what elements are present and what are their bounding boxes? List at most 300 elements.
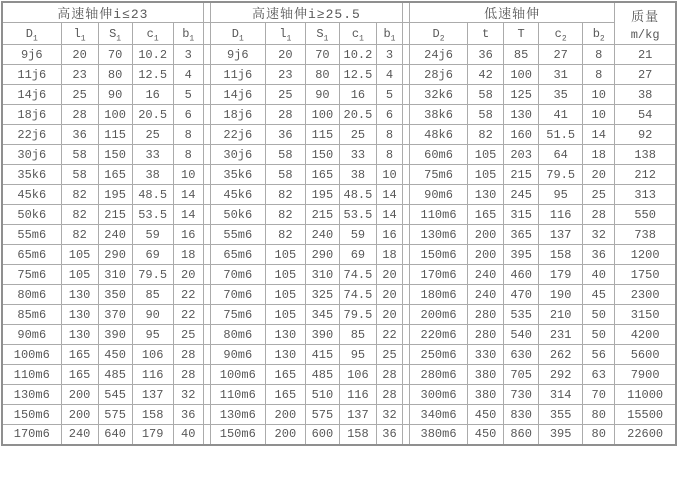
table-row [2,365,676,385]
table-cell: 340m6 [410,405,468,425]
table-cell: 200m6 [410,305,468,325]
table-cell: 90m6 [410,185,468,205]
table-cell: 313 [615,185,676,205]
table-cell: 8 [173,145,203,165]
table-cell: 730 [504,385,539,405]
table-cell: 330 [468,345,504,365]
table-cell: 20 [61,45,98,65]
table-cell: 14 [173,205,203,225]
table-cell: 36 [468,45,504,65]
table-cell: 48.5 [339,185,376,205]
table-row [2,225,676,245]
table-cell: 355 [539,405,583,425]
column-header-S1: $S_1$ [98,23,132,45]
table-cell: 32 [173,385,203,405]
table-cell: 210 [539,305,583,325]
table-cell: 38k6 [410,105,468,125]
table-cell: 415 [305,345,339,365]
table-cell: 600 [305,425,339,445]
table-cell: 70m6 [210,285,265,305]
table-row [2,345,676,365]
table-cell: 165 [468,205,504,225]
group-separator [403,345,410,365]
table-cell: 10.2 [132,45,173,65]
table-cell: 50k6 [2,205,61,225]
table-cell: 150 [98,145,132,165]
table-cell: 55m6 [2,225,61,245]
table-cell: 42 [468,65,504,85]
table-cell: 395 [504,245,539,265]
table-cell: 200 [468,225,504,245]
column-header-t: t [468,23,504,45]
group-separator [403,23,410,45]
table-cell: 58 [468,85,504,105]
table-cell: 200 [61,385,98,405]
table-cell: 40 [583,265,615,285]
table-cell: 200 [265,425,305,445]
column-header-b2: $b_2$ [583,23,615,45]
table-cell: 1750 [615,265,676,285]
mass-header-unit: m/kg [630,27,660,42]
table-cell: 70m6 [210,265,265,285]
table-cell: 18j6 [2,105,61,125]
table-header [2,2,676,45]
table-row [2,305,676,325]
group-separator [203,365,210,385]
table-cell: 280 [468,305,504,325]
table-cell: 390 [305,325,339,345]
table-cell: 20.5 [132,105,173,125]
table-cell: 25 [61,85,98,105]
table-cell: 41 [539,105,583,125]
table-cell: 315 [504,205,539,225]
table-cell: 130 [61,305,98,325]
mass-header [615,2,676,45]
table-cell: 11j6 [210,65,265,85]
table-cell: 575 [98,405,132,425]
table-cell: 10 [583,105,615,125]
table-cell: 215 [98,205,132,225]
table-cell: 22 [376,325,402,345]
table-cell: 28j6 [410,65,468,85]
group-separator [403,45,410,65]
table-cell: 105 [468,165,504,185]
column-header-l1: $l_1$ [61,23,98,45]
table-row [2,45,676,65]
table-cell: 170m6 [2,425,61,445]
table-cell: 262 [539,345,583,365]
table-cell: 65m6 [2,245,61,265]
group-separator [403,205,410,225]
table-cell: 90 [305,85,339,105]
table-cell: 105 [61,245,98,265]
table-cell: 8 [376,145,402,165]
table-cell: 165 [61,365,98,385]
table-cell: 200 [468,245,504,265]
table-cell: 35k6 [210,165,265,185]
table-cell: 240 [468,285,504,305]
table-cell: 137 [539,225,583,245]
table-cell: 158 [132,405,173,425]
table-cell: 59 [132,225,173,245]
table-cell: 110m6 [2,365,61,385]
table-cell: 16 [173,225,203,245]
table-cell: 195 [98,185,132,205]
table-cell: 370 [98,305,132,325]
table-cell: 470 [504,285,539,305]
table-cell: 115 [305,125,339,145]
table-cell: 860 [504,425,539,445]
table-cell: 365 [504,225,539,245]
table-cell: 18 [173,245,203,265]
table-cell: 100 [305,105,339,125]
group-separator [203,125,210,145]
table-cell: 150m6 [2,405,61,425]
group-separator [203,85,210,105]
table-cell: 130 [265,325,305,345]
table-cell: 48k6 [410,125,468,145]
table-cell: 705 [504,365,539,385]
group-separator [203,385,210,405]
table-cell: 105 [265,285,305,305]
table-cell: 16 [376,225,402,245]
table-cell: 58 [468,105,504,125]
table-cell: 179 [539,265,583,285]
table-cell: 1200 [615,245,676,265]
table-cell: 28 [173,345,203,365]
table-cell: 9j6 [210,45,265,65]
table-cell: 325 [305,285,339,305]
table-row [2,385,676,405]
table-cell: 58 [61,145,98,165]
table-cell: 150 [305,145,339,165]
group-separator [203,305,210,325]
group-separator [203,65,210,85]
table-cell: 28 [173,365,203,385]
table-cell: 60m6 [410,145,468,165]
table-cell: 58 [265,145,305,165]
table-cell: 36 [173,405,203,425]
table-cell: 20 [376,285,402,305]
table-cell: 10 [376,165,402,185]
group-separator [403,85,410,105]
table-cell: 33 [132,145,173,165]
table-cell: 48.5 [132,185,173,205]
table-cell: 63 [583,365,615,385]
table-cell: 158 [539,245,583,265]
table-cell: 130 [61,285,98,305]
table-cell: 738 [615,225,676,245]
table-cell: 55m6 [210,225,265,245]
table-row [2,325,676,345]
table-cell: 30j6 [210,145,265,165]
group-separator [203,165,210,185]
table-cell: 20 [173,265,203,285]
table-cell: 8 [583,45,615,65]
table-cell: 6 [376,105,402,125]
table-cell: 5 [173,85,203,105]
table-cell: 21 [615,45,676,65]
table-cell: 82 [265,205,305,225]
table-cell: 310 [98,265,132,285]
group-separator [203,425,210,445]
group-separator [403,185,410,205]
table-cell: 116 [132,365,173,385]
table-cell: 138 [615,145,676,165]
group-separator [203,405,210,425]
group-separator [403,65,410,85]
table-cell: 28 [376,385,402,405]
table-cell: 75m6 [410,165,468,185]
table-cell: 150m6 [410,245,468,265]
group-separator [403,325,410,345]
table-cell: 3 [376,45,402,65]
table-cell: 20 [265,45,305,65]
table-cell: 95 [339,345,376,365]
table-cell: 32 [583,225,615,245]
table-cell: 110m6 [410,205,468,225]
table-cell: 45k6 [210,185,265,205]
table-cell: 82 [61,185,98,205]
table-row [2,145,676,165]
table-cell: 95 [132,325,173,345]
table-cell: 79.5 [339,305,376,325]
table-cell: 240 [305,225,339,245]
table-cell: 31 [539,65,583,85]
table-cell: 53.5 [132,205,173,225]
table-cell: 70 [98,45,132,65]
table-cell: 5 [376,85,402,105]
table-cell: 550 [615,205,676,225]
group-separator [403,385,410,405]
table-cell: 59 [339,225,376,245]
table-cell: 250m6 [410,345,468,365]
table-cell: 510 [305,385,339,405]
column-header-D1: $D_1$ [210,23,265,45]
table-cell: 36 [583,245,615,265]
table-cell: 220m6 [410,325,468,345]
table-cell: 450 [98,345,132,365]
group-separator [403,105,410,125]
table-cell: 14 [173,185,203,205]
table-cell: 245 [504,185,539,205]
table-cell: 22j6 [2,125,61,145]
table-cell: 137 [339,405,376,425]
table-cell: 58 [61,165,98,185]
table-cell: 165 [265,365,305,385]
group-separator [403,125,410,145]
column-header-S1: $S_1$ [305,23,339,45]
table-cell: 22 [173,305,203,325]
group-separator [203,285,210,305]
table-cell: 35 [539,85,583,105]
table-cell: 25 [376,345,402,365]
table-cell: 16 [339,85,376,105]
table-cell: 23 [61,65,98,85]
table-cell: 75m6 [2,265,61,285]
table-cell: 64 [539,145,583,165]
table-cell: 280 [468,325,504,345]
table-cell: 100m6 [210,365,265,385]
table-cell: 28 [265,105,305,125]
table-cell: 8 [173,125,203,145]
table-cell: 36 [61,125,98,145]
table-cell: 85 [504,45,539,65]
table-cell: 8 [583,65,615,85]
table-cell: 380 [468,365,504,385]
table-cell: 830 [504,405,539,425]
group-separator [403,305,410,325]
table-cell: 92 [615,125,676,145]
table-cell: 290 [305,245,339,265]
table-cell: 240 [98,225,132,245]
group-separator [203,45,210,65]
table-cell: 485 [305,365,339,385]
table-cell: 45 [583,285,615,305]
table-cell: 18j6 [210,105,265,125]
table-row [2,85,676,105]
table-row [2,105,676,125]
table-cell: 450 [468,425,504,445]
table-cell: 56 [583,345,615,365]
table-cell: 10 [173,165,203,185]
table-cell: 14j6 [210,85,265,105]
table-cell: 90m6 [210,345,265,365]
table-cell: 395 [539,425,583,445]
column-header-D1: $D_1$ [2,23,61,45]
group-header-low-speed: 低速轴伸 [410,2,615,23]
group-separator [203,345,210,365]
table-cell: 32k6 [410,85,468,105]
table-cell: 212 [615,165,676,185]
table-cell: 350 [98,285,132,305]
table-cell: 240 [61,425,98,445]
group-separator [403,2,410,23]
table-cell: 14 [376,205,402,225]
table-cell: 130m6 [210,405,265,425]
table-cell: 40 [173,425,203,445]
table-cell: 20.5 [339,105,376,125]
table-cell: 28 [61,105,98,125]
table-cell: 165 [265,385,305,405]
table-cell: 36 [265,125,305,145]
column-header-c1: $c_1$ [339,23,376,45]
group-separator [403,265,410,285]
table-cell: 345 [305,305,339,325]
table-cell: 300m6 [410,385,468,405]
group-header-high-speed-i-le-23: 高速轴伸i≤23 [2,2,203,23]
table-cell: 116 [339,385,376,405]
table-cell: 65m6 [210,245,265,265]
group-separator [403,145,410,165]
table-cell: 6 [173,105,203,125]
table-cell: 18 [583,145,615,165]
table-cell: 179 [132,425,173,445]
table-cell: 80 [98,65,132,85]
table-cell: 3150 [615,305,676,325]
table-cell: 640 [98,425,132,445]
table-cell: 116 [539,205,583,225]
table-cell: 165 [61,345,98,365]
table-cell: 130m6 [2,385,61,405]
group-header-high-speed-i-ge-25-5: 高速轴伸i≥25.5 [210,2,402,23]
group-separator [403,165,410,185]
table-cell: 27 [539,45,583,65]
table-cell: 38 [615,85,676,105]
table-cell: 10 [583,85,615,105]
table-cell: 74.5 [339,265,376,285]
table-cell: 240 [468,265,504,285]
table-cell: 85 [339,325,376,345]
table-cell: 20 [376,305,402,325]
table-cell: 4 [376,65,402,85]
table-cell: 195 [305,185,339,205]
table-cell: 105 [61,265,98,285]
column-header-b1: $b_1$ [376,23,402,45]
table-cell: 450 [468,405,504,425]
group-separator [403,425,410,445]
table-row [2,125,676,145]
table-cell: 80m6 [210,325,265,345]
group-separator [203,23,210,45]
group-separator [403,405,410,425]
table-cell: 150m6 [210,425,265,445]
column-header-b1: $b_1$ [173,23,203,45]
table-cell: 50k6 [210,205,265,225]
table-cell: 130 [468,185,504,205]
table-cell: 100 [504,65,539,85]
table-row [2,65,676,85]
table-cell: 106 [132,345,173,365]
table-cell: 80m6 [2,285,61,305]
table-cell: 82 [468,125,504,145]
table-cell: 85 [132,285,173,305]
table-cell: 14 [376,185,402,205]
column-header-c2: $c_2$ [539,23,583,45]
column-header-D2: $D_2$ [410,23,468,45]
table-cell: 545 [98,385,132,405]
table-cell: 22600 [615,425,676,445]
table-cell: 38 [132,165,173,185]
table-cell: 95 [539,185,583,205]
table-cell: 80 [583,405,615,425]
table-cell: 215 [504,165,539,185]
table-cell: 74.5 [339,285,376,305]
table-cell: 80 [583,425,615,445]
table-cell: 24j6 [410,45,468,65]
table-cell: 106 [339,365,376,385]
table-cell: 160 [504,125,539,145]
mass-header-title: 质量 [631,9,660,25]
table-cell: 53.5 [339,205,376,225]
table-cell: 9j6 [2,45,61,65]
table-cell: 50 [583,305,615,325]
table-cell: 82 [61,225,98,245]
table-cell: 58 [265,165,305,185]
table-cell: 100m6 [2,345,61,365]
table-cell: 630 [504,345,539,365]
table-cell: 380 [468,385,504,405]
table-cell: 15500 [615,405,676,425]
table-cell: 231 [539,325,583,345]
group-separator [203,205,210,225]
table-row [2,285,676,305]
table-row [2,265,676,285]
table-cell: 11j6 [2,65,61,85]
table-cell: 540 [504,325,539,345]
table-cell: 90 [98,85,132,105]
table-cell: 70 [583,385,615,405]
